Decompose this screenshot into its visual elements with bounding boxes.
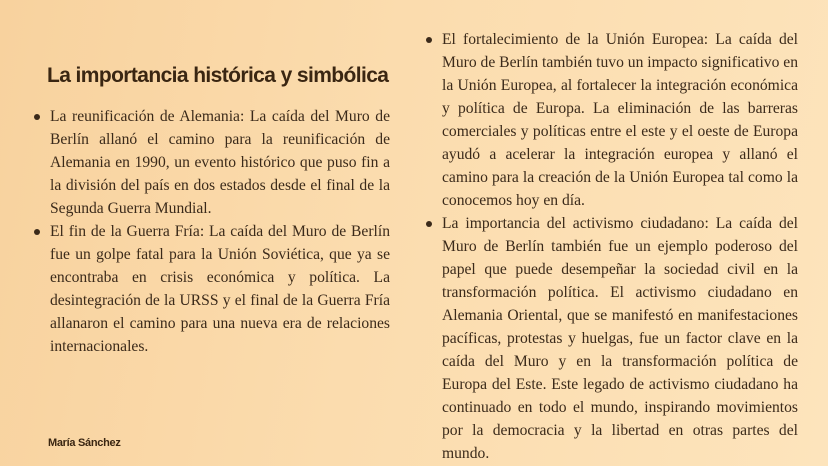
- author-name: María Sánchez: [48, 437, 121, 449]
- bullet-union-europea: El fortalecimiento de la Unión Europea: La caída del Muro de Berlín también tuvo un impacto significativo en la Unión Europea, al fortalecer la integración económica y política de Europa. La eliminación de las barreras comerciales y políticas entre el este y el oeste de Europa ayudó a acelerar la integración europea y allanó el camino para la creación de la Unión Europea tal como la conocemos hoy en día.: [426, 28, 798, 212]
- bullet-fin-guerra-fria: El fin de la Guerra Fría: La caída del Muro de Berlín fue un golpe fatal para la Unión Soviética, que ya se encontraba en crisis económica y política. La desintegración de la URSS y el final de la Guerra Fría allanaron el camino para una nueva era de relaciones internacionales.: [34, 220, 390, 358]
- slide-title: La importancia histórica y simbólica: [47, 64, 389, 87]
- bullet-activismo-ciudadano: La importancia del activismo ciudadano: La caída del Muro de Berlín también fue un ejemplo poderoso del papel que puede desempeñar la sociedad civil en la transformación política. El activismo ciudadano en Alemania Oriental, que se manifestó en manifestaciones pacíficas, protestas y huelgas, fue un factor clave en la caída del Muro y en la transformación política de Europa del Este. Este legado de activismo ciudadano ha continuado en todo el mundo, inspirando movimientos por la democracia y la libertad en otras partes del mundo.: [426, 212, 798, 465]
- left-bullet-list: [34, 105, 390, 358]
- right-bullet-list: [426, 28, 798, 465]
- bullet-reunificacion: La reunificación de Alemania: La caída del Muro de Berlín allanó el camino para la reunificación de Alemania en 1990, un evento histórico que puso fin a la división del país en dos estados desde el final de la Segunda Guerra Mundial.: [34, 105, 390, 220]
